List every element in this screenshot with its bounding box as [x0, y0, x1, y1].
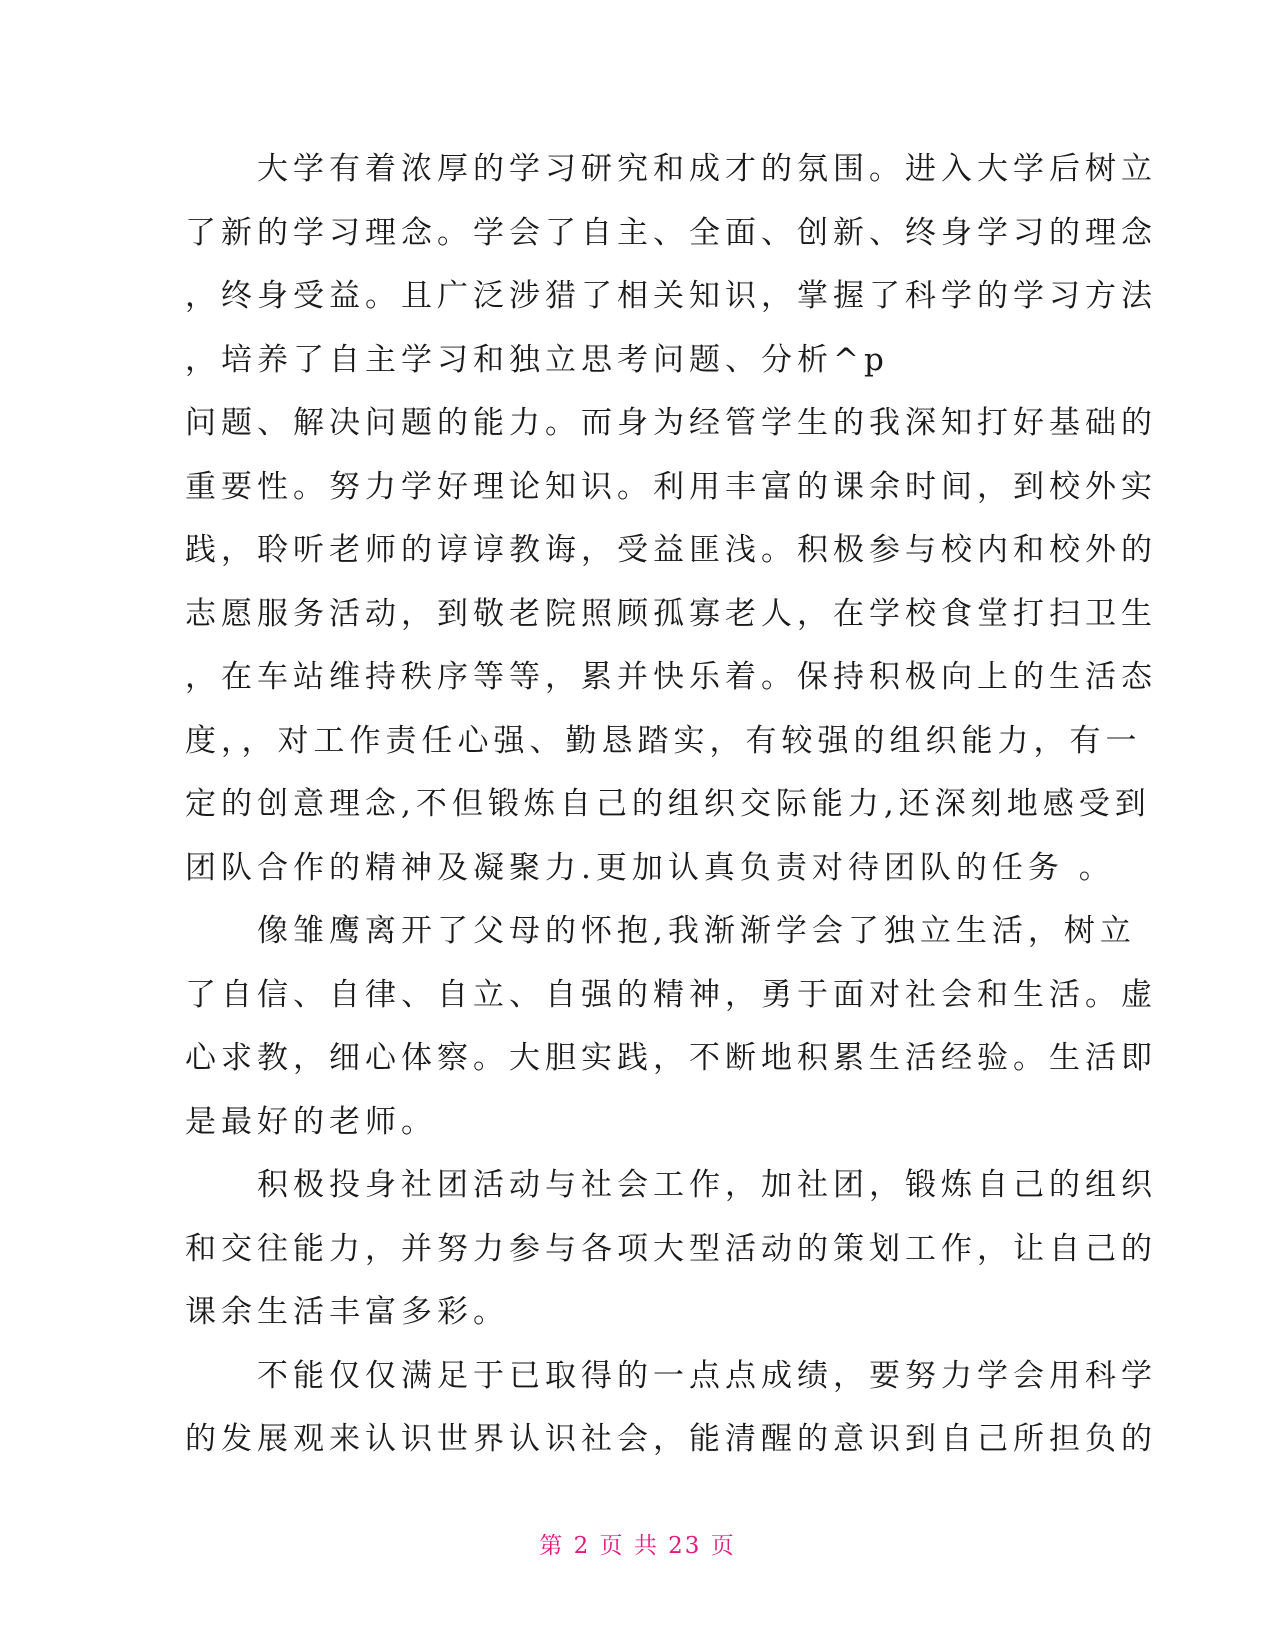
document-body — [185, 138, 1157, 1472]
text-line: 的发展观来认识世界认识社会，能清醒的意识到自己所担负的 — [185, 1421, 1157, 1457]
text-line: 问题、解决问题的能力。而身为经管学生的我深知打好基础的 — [185, 405, 1157, 441]
text-line: 践，聆听老师的谆谆教诲，受益匪浅。积极参与校内和校外的 — [185, 532, 1157, 568]
text-line: 是最好的老师。 — [185, 1103, 437, 1140]
text-line: 了新的学习理念。学会了自主、全面、创新、终身学习的理念 — [185, 214, 1157, 251]
text-line: 度，，对工作责任心强、勤恳踏实，有较强的组织能力，有一 — [185, 722, 1142, 759]
page-number-footer: 第 2 页 共 23 页 — [539, 1533, 736, 1559]
text-line: 重要性。努力学好理论知识。利用丰富的课余时间，到校外实 — [185, 468, 1157, 505]
text-line: ，在车站维持秩序等等，累并快乐着。保持积极向上的生活态 — [185, 659, 1157, 695]
text-line: 心求教，细心体察。大胆实践，不断地积累生活经验。生活即 — [185, 1040, 1157, 1076]
text-line: ，终身受益。且广泛涉猎了相关知识，掌握了科学的学习方法 — [185, 278, 1157, 314]
text-line: 像雏鹰离开了父母的怀抱,我渐渐学会了独立生活，树立 — [185, 913, 1136, 949]
text-line: 不能仅仅满足于已取得的一点点成绩，要努力学会用科学 — [185, 1357, 1157, 1394]
text-line: 大学有着浓厚的学习研究和成才的氛围。进入大学后树立 — [185, 151, 1157, 187]
text-line: 定的创意理念,不但锻炼自己的组织交际能力,还深刻地感受到 — [185, 786, 1151, 822]
text-line: 团队合作的精神及凝聚力.更加认真负责对待团队的任务 。 — [185, 849, 1115, 886]
text-line: 积极投身社团活动与社会工作，加社团，锻炼自己的组织 — [185, 1167, 1157, 1203]
text-line: 志愿服务活动，到敬老院照顾孤寡老人，在学校食堂打扫卫生 — [185, 595, 1157, 632]
text-line: ，培养了自主学习和独立思考问题、分析^p — [185, 341, 889, 378]
text-line: 了自信、自律、自立、自强的精神，勇于面对社会和生活。虚 — [185, 976, 1157, 1013]
text-line: 课余生活丰富多彩。 — [185, 1294, 509, 1330]
text-line: 和交往能力，并努力参与各项大型活动的策划工作，让自己的 — [185, 1230, 1157, 1267]
